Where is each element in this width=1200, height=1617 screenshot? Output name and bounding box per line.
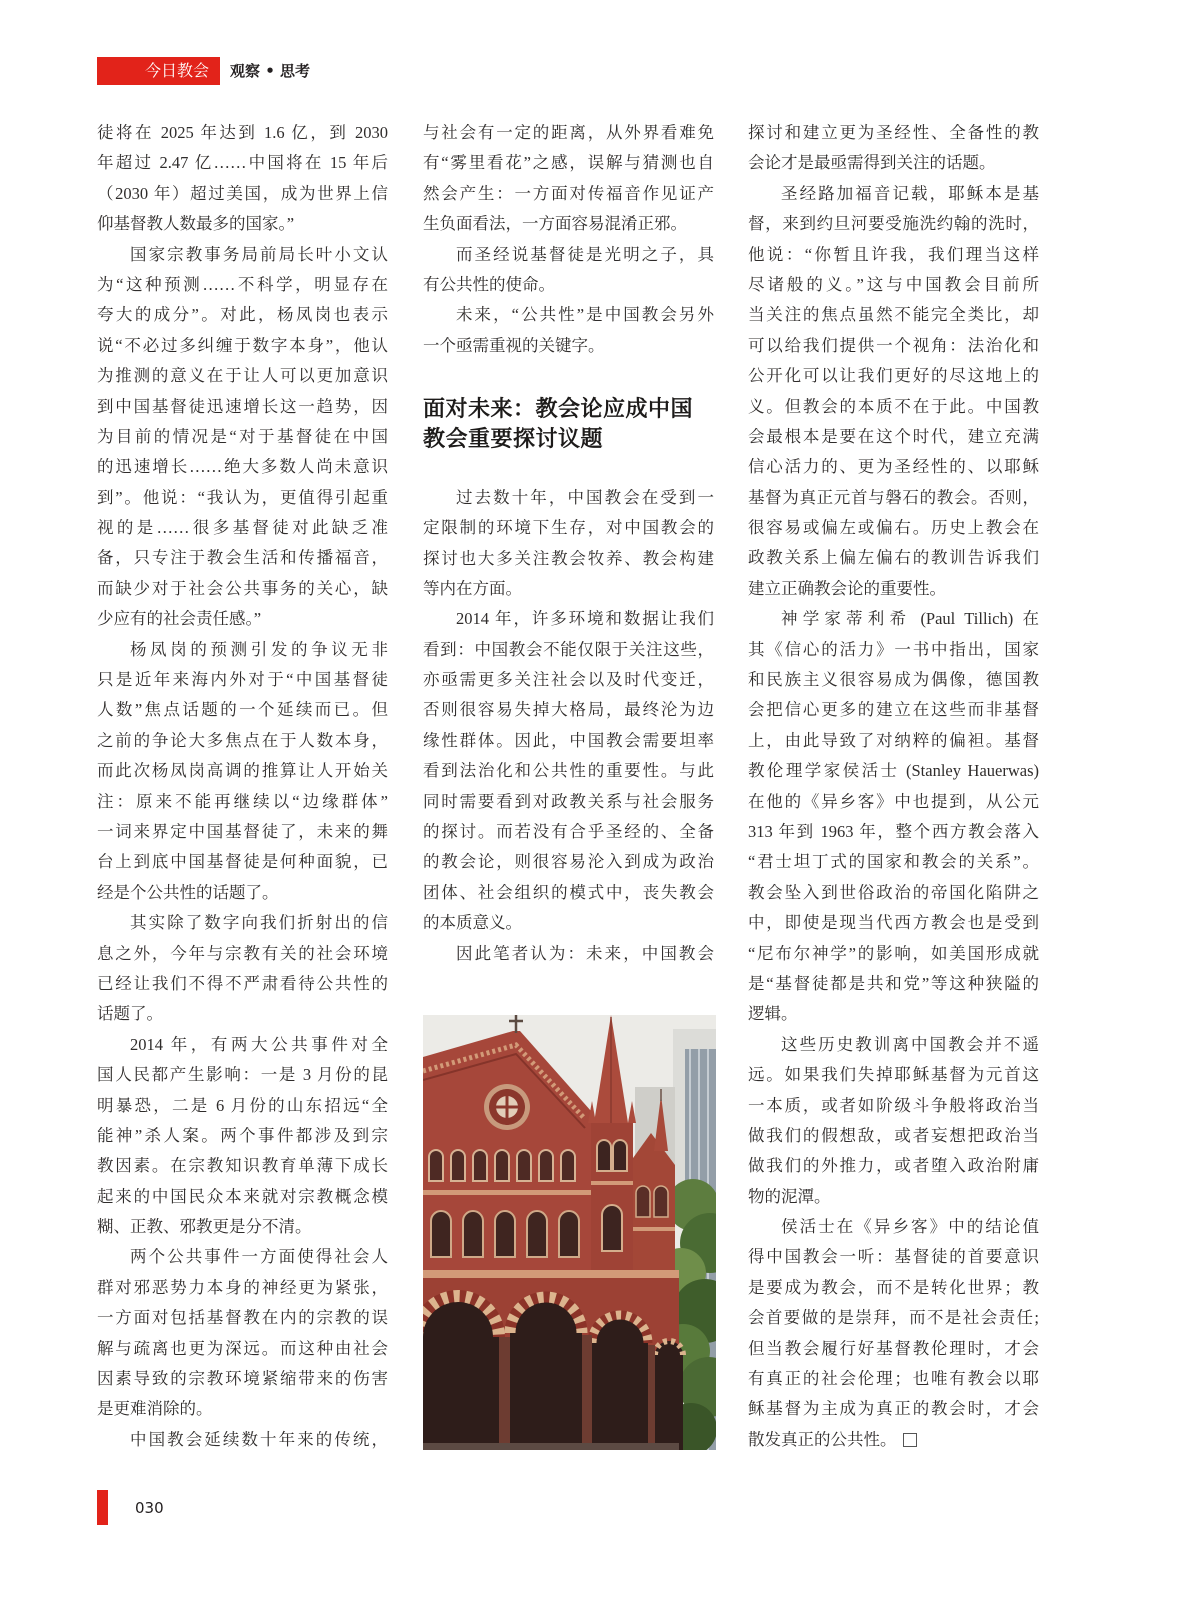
text-line-content: 一个亟需重视的关键字。 (423, 335, 605, 355)
text-line-content: 物的泥潭。 (748, 1186, 831, 1206)
text-line-content: 中，即使是现当代西方教会也是受到 (748, 913, 1039, 933)
text-line-content: 一本质，或者如阶级斗争般将政治当 (748, 1095, 1039, 1115)
text-line-content: 因素导致的宗教环境紧缩带来的伤害 (97, 1369, 388, 1389)
arch-right (592, 1315, 648, 1450)
section-heading-line: 面对未来：教会论应成中国 (423, 397, 694, 423)
arch-center (510, 1297, 582, 1450)
text-line-content: 侯活士在《异乡客》中的结论值 (781, 1217, 1039, 1237)
text-line-content: 而此次杨凤岗高调的推算让人开始关 (97, 761, 388, 781)
text-line-content: 尽诸般的义。”这与中国教会目前所 (748, 274, 1039, 294)
text-line (97, 452, 388, 482)
arch-left (423, 1296, 499, 1450)
paragraph (748, 1030, 1039, 1212)
text-line (748, 118, 1039, 148)
text-line-content: 国家宗教事务局前局长叶小文认 (130, 244, 388, 264)
paragraph (748, 1212, 1039, 1455)
text-line-content: 等内在方面。 (423, 578, 522, 598)
text-line-content: 到中国基督徒迅速增长这一趋势，因 (97, 396, 388, 416)
text-line (97, 209, 388, 239)
paragraph (423, 483, 714, 605)
text-line (423, 878, 714, 908)
text-line-content: 能神”杀人案。两个事件都涉及到宗 (97, 1125, 388, 1145)
text-line (748, 908, 1039, 938)
text-line-content: 人数”焦点话题的一个延续而已。但 (97, 700, 388, 720)
text-line (748, 1242, 1039, 1272)
text-line-content: 年超过 2.47 亿……中国将在 15 年后 (97, 153, 388, 173)
text-line (97, 1303, 388, 1333)
text-line-content: 散发真正的公共性。 (748, 1429, 897, 1449)
text-line-content: （2030 年）超过美国，成为世界上信 (97, 183, 388, 203)
text-line (97, 756, 388, 786)
page-number: 030 (135, 1499, 164, 1517)
text-line (97, 392, 388, 422)
text-line-content: 中国教会延续数十年来的传统， (130, 1429, 388, 1449)
text-line-content: 徒将在 2025 年达到 1.6 亿，到 2030 (97, 123, 388, 142)
section-tab (97, 57, 220, 85)
text-line (748, 1425, 1039, 1455)
text-line (423, 300, 714, 330)
text-line-content: 同时需要看到对政教关系与社会服务 (423, 791, 714, 811)
text-line-content: 得中国教会一听：基督徒的首要意识 (748, 1247, 1039, 1267)
text-line (748, 695, 1039, 725)
paragraph (97, 908, 388, 1030)
text-line-content: “尼布尔神学”的影响，如美国形成就 (748, 943, 1039, 963)
text-line (748, 1091, 1039, 1121)
text-line-content: 基督为真正元首与磐石的教会。否则， (748, 487, 1039, 507)
text-line (97, 1212, 388, 1242)
text-line (97, 695, 388, 725)
text-line (748, 179, 1039, 209)
text-line-content: 做我们的外推力，或者堕入政治附庸 (748, 1156, 1039, 1176)
text-line (748, 209, 1039, 239)
text-line-content: 注：原来不能再继续以“边缘群体” (97, 791, 388, 811)
text-line (97, 1364, 388, 1394)
text-line (748, 847, 1039, 877)
text-line-content: 他说：“你暂且许我，我们理当这样 (748, 244, 1039, 264)
text-line (97, 1060, 388, 1090)
text-line (423, 847, 714, 877)
text-line-content: 亦亟需更多关注社会以及时代变迁， (423, 670, 714, 690)
text-line-content: 一词来界定中国基督徒了，未来的舞 (97, 821, 388, 841)
text-line-content: 会首要做的是崇拜，而不是社会责任; (748, 1308, 1039, 1328)
text-line-content: 台上到底中国基督徒是何种面貌，已 (97, 852, 388, 872)
text-line-content: 逻辑。 (748, 1004, 798, 1024)
paragraph (97, 635, 388, 909)
text-line (748, 1030, 1039, 1060)
text-line-content: 是更难消除的。 (97, 1399, 213, 1419)
text-line (97, 270, 388, 300)
text-line (97, 574, 388, 604)
text-line (748, 878, 1039, 908)
text-line (97, 847, 388, 877)
text-line (748, 604, 1039, 634)
text-line (97, 635, 388, 665)
text-line-content: 息之外，今年与宗教有关的社会环境 (97, 943, 388, 963)
text-line-content: 会论才是最亟需得到关注的话题。 (748, 153, 996, 173)
text-line-content: 视的是……很多基督徒对此缺乏准 (97, 518, 388, 538)
text-line (748, 1364, 1039, 1394)
paragraph (97, 1242, 388, 1424)
text-line-content: 为推测的意义在于让人可以更加意识 (97, 366, 388, 386)
text-line-content: 神学家蒂利希 (Paul Tillich) 在 (781, 609, 1039, 629)
arch-far (655, 1341, 683, 1450)
text-line-content: 少应有的社会责任感。” (97, 609, 262, 629)
text-line (97, 1151, 388, 1181)
text-line-content: 缘性群体。因此，中国教会需要坦率 (423, 730, 714, 750)
text-line-content: 杨凤岗的预测引发的争议无非 (130, 639, 388, 659)
text-line (97, 422, 388, 452)
paragraph (97, 1030, 388, 1243)
text-line-content: 糊、正教、邪教更是分不清。 (97, 1217, 312, 1237)
section-heading-line: 教会重要探讨议题 (423, 427, 604, 453)
text-line-content: 有“雾里看花”之感，误解与猜测也自 (423, 153, 714, 173)
text-line (423, 179, 714, 209)
text-line-content: 探讨也大多关注教会牧养、教会构建 (423, 548, 714, 568)
text-line-content: 但当教会履行好基督教伦理时，才会 (748, 1338, 1039, 1358)
text-line-content: 其实除了数字向我们折射出的信 (130, 913, 388, 933)
text-line-content: 定限制的环境下生存，对中国教会的 (423, 518, 714, 538)
text-line (423, 148, 714, 178)
text-line-content: 2014 年，许多环境和数据让我们 (456, 609, 714, 629)
text-line-content: 做我们的假想敌，或者妄想把政治当 (748, 1125, 1039, 1145)
text-line (97, 878, 388, 908)
section-subtitle: 观察 • 思考 (230, 62, 311, 80)
text-line (748, 422, 1039, 452)
text-line-content: 的迅速增长……绝大多数人尚未意识 (97, 457, 388, 477)
rose-window (484, 1084, 530, 1130)
text-line-content: 因此笔者认为：未来，中国教会 (456, 943, 714, 963)
text-line (423, 270, 714, 300)
text-line (423, 939, 714, 969)
text-line (423, 483, 714, 513)
text-line-content: 义。但教会的本质不在于此。中国教 (748, 396, 1039, 416)
text-line-content: 只是近年来海内外对于“中国基督徒 (97, 670, 388, 690)
text-line (97, 240, 388, 270)
article-column-1 (97, 118, 388, 1455)
text-line (748, 999, 1039, 1029)
church-photo (423, 1015, 716, 1450)
text-line (97, 969, 388, 999)
text-line (97, 1242, 388, 1272)
text-line-content: 的探讨。而若没有合乎圣经的、全备 (423, 822, 714, 842)
text-line (423, 908, 714, 938)
text-line-content: 探讨和建立更为圣经性、全备性的教 (748, 123, 1039, 142)
paragraph (423, 939, 714, 969)
text-line-content: 信心活力的、更为圣经性的、以耶稣 (748, 457, 1039, 477)
text-line-content: 一方面对包括基督教在内的宗教的误 (97, 1308, 388, 1328)
text-line (97, 179, 388, 209)
text-line (423, 574, 714, 604)
text-line (423, 635, 714, 665)
text-line (97, 1273, 388, 1303)
text-line (748, 635, 1039, 665)
text-line (97, 817, 388, 847)
column-text-bottom (423, 483, 714, 969)
text-line-content: 教伦理学家侯活士 (Stanley Hauerwas) (748, 761, 1039, 781)
text-line-content: 圣经路加福音记载，耶稣本是基 (781, 183, 1039, 203)
text-line-content: “君士坦丁式的国家和教会的关系”。 (748, 852, 1039, 872)
text-line (423, 544, 714, 574)
text-line (97, 665, 388, 695)
text-line (97, 999, 388, 1029)
text-line-content: 到”。他说：“我认为，更值得引起重 (97, 487, 388, 507)
paragraph (423, 118, 714, 240)
text-line-content: 看到：中国教会不能仅限于关注这些， (423, 639, 714, 659)
text-line (97, 1182, 388, 1212)
text-line (423, 118, 714, 148)
text-line-content: 上，由此导致了对纳粹的偏袒。基督 (748, 730, 1039, 750)
text-line-content: 2014 年，有两大公共事件对全 (130, 1034, 388, 1054)
paragraph (97, 240, 388, 635)
text-line (748, 787, 1039, 817)
text-line (748, 939, 1039, 969)
text-line-content: 群对邪恶势力本身的神经更为紧张， (97, 1277, 388, 1297)
text-line (748, 1212, 1039, 1242)
footer-accent-bar (97, 1490, 108, 1525)
text-line (423, 209, 714, 239)
text-line (97, 1425, 388, 1455)
text-line-content: 起来的中国民众本来就对宗教概念模 (97, 1186, 388, 1206)
text-line-content: 为“这种预测……不科学，明显存在 (97, 274, 388, 294)
text-line (423, 240, 714, 270)
text-line (748, 361, 1039, 391)
text-line (423, 756, 714, 786)
text-line (97, 148, 388, 178)
text-line-content: 两个公共事件一方面使得社会人 (130, 1247, 388, 1267)
text-line-content: 教因素。在宗教知识教育单薄下成长 (97, 1156, 388, 1176)
text-line (748, 240, 1039, 270)
text-line (748, 452, 1039, 482)
text-line (97, 483, 388, 513)
text-line-content: 为目前的情况是“对于基督徒在中国 (97, 426, 388, 446)
text-line-content: 与社会有一定的距离，从外界看难免 (423, 123, 714, 142)
text-line (748, 513, 1039, 543)
text-line (748, 1273, 1039, 1303)
text-line-content: 看到法治化和公共性的重要性。与此 (423, 761, 714, 781)
paragraph (423, 604, 714, 938)
text-line-content: 而圣经说基督徒是光明之子，具 (456, 244, 714, 264)
text-line-content: 会最根本是要在这个时代，建立充满 (748, 426, 1039, 446)
arcade (423, 1270, 683, 1450)
text-line (97, 1334, 388, 1364)
end-mark-icon (903, 1433, 917, 1447)
text-line-content: 稣基督为主成为真正的教会时，才会 (748, 1399, 1039, 1419)
text-line (97, 939, 388, 969)
text-line-content: 而缺少对于社会公共事务的关心，缺 (97, 578, 388, 598)
text-line-content: 在他的《异乡客》中也提到，从公元 (748, 791, 1039, 811)
upper-window-row (429, 1150, 575, 1181)
text-line (748, 1394, 1039, 1424)
text-line (748, 756, 1039, 786)
paragraph (423, 300, 714, 361)
text-line (97, 1091, 388, 1121)
text-line (423, 604, 714, 634)
text-line-content: 的教会论，则很容易沦入到成为政治 (423, 852, 714, 872)
text-line (423, 513, 714, 543)
text-line (748, 969, 1039, 999)
text-line (748, 1060, 1039, 1090)
ground (423, 1443, 679, 1450)
text-line-content: 说“不必过多纠缠于数字本身”，他认 (97, 335, 388, 355)
text-line-content: 这些历史教训离中国教会并不遥 (781, 1034, 1039, 1054)
article-column-2 (423, 118, 714, 1450)
text-line-content: 是要成为教会，而不是转化世界；教 (748, 1277, 1039, 1297)
text-line-content: 的本质意义。 (423, 913, 522, 933)
text-line (748, 392, 1039, 422)
text-line-content: 已经让我们不得不严肃看待公共性的 (97, 973, 388, 993)
text-line-content: 生负面看法，一方面容易混淆正邪。 (423, 214, 687, 234)
text-line (97, 361, 388, 391)
text-line-content: 然会产生：一方面对传福音作见证产 (423, 183, 714, 203)
text-line-content: 备，只专注于教会生活和传播福音， (97, 548, 388, 568)
text-line (97, 1394, 388, 1424)
text-line-content: 否则很容易失掉大格局，最终沦为边 (423, 700, 714, 720)
text-line (423, 817, 714, 847)
paragraph (97, 118, 388, 240)
text-line-content: 国人民都产生影响：一是 3 月份的昆 (97, 1065, 388, 1085)
text-line-content: 其《信心的活力》一书中指出，国家 (748, 639, 1039, 659)
text-line-content: 团体、社会组织的模式中，丧失教会 (423, 882, 714, 902)
text-line (748, 1182, 1039, 1212)
text-line-content: 经是个公共性的话题了。 (97, 882, 279, 902)
text-line (748, 331, 1039, 361)
text-line-content: 很容易或偏左或偏右。历史上教会在 (748, 518, 1039, 538)
text-line-content: 政教关系上偏左偏右的教训告诉我们 (748, 548, 1039, 568)
text-line (748, 300, 1039, 330)
text-line-content: 之前的争论大多焦点在于人数本身， (97, 730, 388, 750)
section-tab-label: 今日教会 (145, 61, 210, 80)
text-line (97, 787, 388, 817)
text-line (97, 300, 388, 330)
text-line (97, 118, 388, 148)
text-line (97, 1121, 388, 1151)
paragraph (97, 1425, 388, 1455)
text-line (748, 483, 1039, 513)
text-line (748, 148, 1039, 178)
text-line-content: 有真正的社会伦理；也唯有教会以耶 (748, 1369, 1039, 1389)
text-line-content: 解与疏离也更为深远。而这种由社会 (97, 1338, 388, 1358)
text-line-content: 313 年到 1963 年，整个西方教会落入 (748, 821, 1039, 841)
text-line (97, 513, 388, 543)
text-line (423, 695, 714, 725)
section-heading (423, 395, 714, 455)
text-line-content: 话题了。 (97, 1004, 163, 1024)
text-line-content: 会把信心更多的建立在这些而非基督 (748, 700, 1039, 720)
text-line-content: 是“基督徒都是共和党”等这种狭隘的 (748, 973, 1039, 993)
text-line-content: 公开化可以让我们更好的尽这地上的 (748, 366, 1039, 386)
text-line (748, 665, 1039, 695)
text-line (97, 543, 388, 573)
text-line (748, 1303, 1039, 1333)
text-line-content: 和民族主义很容易成为偶像，德国教 (748, 670, 1039, 690)
text-line (97, 908, 388, 938)
text-line (97, 604, 388, 634)
text-line-content: 未来，“公共性”是中国教会另外 (456, 305, 714, 325)
text-line-content: 建立正确教会论的重要性。 (748, 578, 946, 598)
text-line-content: 当关注的焦点虽然不能完全类比，却 (748, 305, 1039, 325)
text-line (748, 270, 1039, 300)
text-line (748, 543, 1039, 573)
paragraph (748, 118, 1039, 179)
paragraph (748, 179, 1039, 604)
text-line (97, 331, 388, 361)
text-line (748, 726, 1039, 756)
text-line-content: 过去数十年，中国教会在受到一 (456, 487, 714, 507)
text-line (748, 1121, 1039, 1151)
article-column-3 (748, 118, 1039, 1455)
text-line-content: 教会坠入到世俗政治的帝国化陷阱之 (748, 882, 1039, 902)
paragraph (423, 240, 714, 301)
text-line (748, 1151, 1039, 1181)
text-line (97, 726, 388, 756)
text-line (423, 787, 714, 817)
text-line (423, 726, 714, 756)
text-line-content: 仰基督教人数最多的国家。” (97, 214, 295, 234)
text-line-content: 远。如果我们失掉耶稣基督为元首这 (748, 1065, 1039, 1085)
text-line-content: 可以给我们提供一个视角：法治化和 (748, 335, 1039, 355)
column-text-top (423, 118, 714, 361)
text-line-content: 夸大的成分”。对此，杨凤岗也表示 (97, 305, 388, 325)
text-line (748, 574, 1039, 604)
text-line (97, 1030, 388, 1060)
text-line (748, 817, 1039, 847)
text-line (748, 1334, 1039, 1364)
paragraph (748, 604, 1039, 1029)
text-line (423, 665, 714, 695)
text-line-content: 明暴恐，二是 6 月份的山东招远“全 (97, 1095, 388, 1115)
text-line-content: 督，来到约旦河要受施洗约翰的洗时， (748, 214, 1039, 234)
text-line-content: 有公共性的使命。 (423, 274, 555, 294)
text-line (423, 331, 714, 361)
